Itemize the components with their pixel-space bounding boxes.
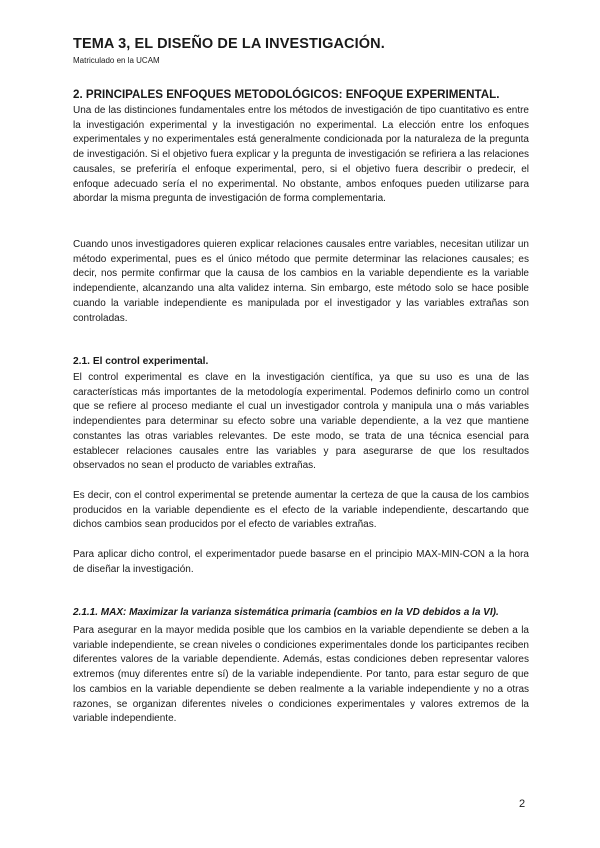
document-subtitle: Matriculado en la UCAM bbox=[73, 56, 160, 65]
subsubsection-paragraph: Para asegurar en la mayor medida posible que los cambios en la variable dependiente se deben a la variable independiente, se crean niveles o condiciones experimentales donde los participantes reciben diferentes valores de la variable dependiente. Además, estas condiciones deben representar valores extremos (muy diferentes entre sí) de la variable independiente. Por tanto, para estar seguro de que los cambios en la variable dependiente se deben realmente a la variable independiente y no a otras razones, se organizan diferentes niveles o condiciones experimentales y valores extremos de la variable independiente. bbox=[73, 625, 529, 725]
subsection-paragraph-1: El control experimental es clave en la investigación científica, ya que su uso es una de las características más importantes de la metodología experimental. Podemos definirlo como un control que se refiere al proceso mediante el cual un investigador controla y manipula una o más variables independientes para determinar su efecto sobre una variable dependiente, a la vez que mantiene constantes las otras variables relevantes. De este modo, se trata de una técnica esencial para establecer relaciones causales entre las variables y para asegurarse de que los resultados observados no sean el producto de variables extrañas. bbox=[73, 372, 529, 472]
subsection-heading: 2.1. El control experimental. bbox=[73, 356, 209, 367]
subsubsection-heading: 2.1.1. MAX: Maximizar la varianza sistemática primaria (cambios en la VD debidos a la VI). bbox=[73, 607, 499, 618]
page-number: 2 bbox=[519, 798, 526, 810]
section-paragraph-1: Una de las distinciones fundamentales entre los métodos de investigación de tipo cuantitativo es entre la investigación experimental y la investigación no experimental. La elección entre los enfoques experimentales y no experimentales está generalmente condicionada por la naturaleza de la pregunta de investigación. Si el objetivo fuera explicar y la pregunta de investigación se refiriera a las relaciones causales, se preferiría el enfoque experimental, pero, si el objetivo fuera describir o predecir, el enfoque adecuado sería el no experimental. No obstante, ambos enfoques pueden utilizarse para abordar la misma pregunta de investigación de forma complementaria. bbox=[73, 105, 529, 205]
document-title: TEMA 3, EL DISEÑO DE LA INVESTIGACIÓN. bbox=[73, 36, 385, 52]
subsection-paragraph-3: Para aplicar dicho control, el experimentador puede basarse en el principio MAX-MIN-CON a la hora de diseñar la investigación. bbox=[73, 549, 529, 575]
section-heading: 2. PRINCIPALES ENFOQUES METODOLÓGICOS: ENFOQUE EXPERIMENTAL. bbox=[73, 88, 500, 101]
section-paragraph-2: Cuando unos investigadores quieren explicar relaciones causales entre variables, necesitan utilizar un método experimental, pues es el único método que permite determinar las relaciones causales; es decir, nos permite confirmar que la causa de los cambios en la variable dependiente es la variable independiente, alcanzando una alta validez interna. Sin embargo, este método solo se hace posible cuando la variable independiente es manipulada por el investigador y las variables extrañas son controladas. bbox=[73, 239, 529, 324]
subsection-paragraph-2: Es decir, con el control experimental se pretende aumentar la certeza de que la causa de los cambios producidos en la variable dependiente es el efecto de la variable independiente, descartando que dichos cambios sean producidos por el efecto de variables extrañas. bbox=[73, 490, 529, 531]
document-page bbox=[73, 0, 529, 848]
